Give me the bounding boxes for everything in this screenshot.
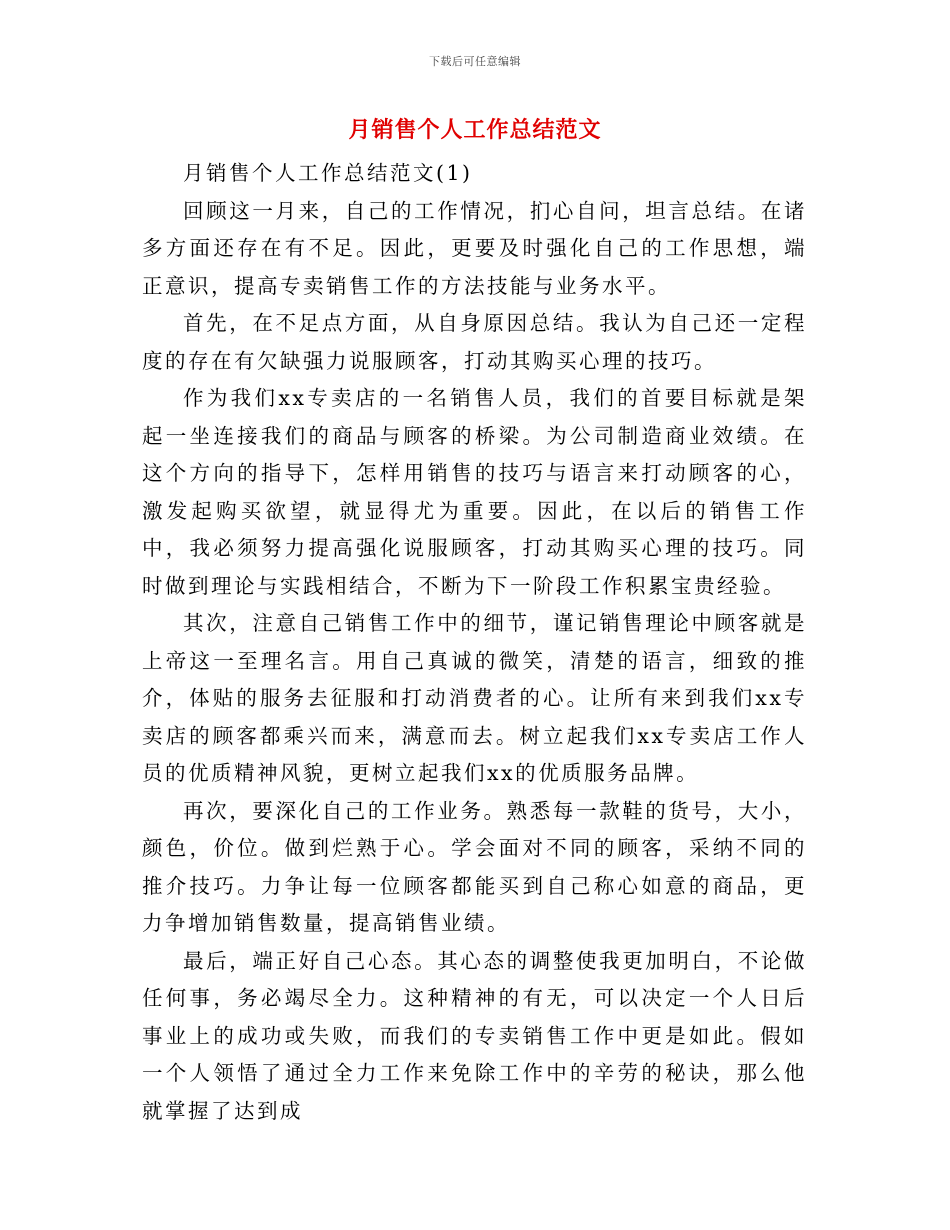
document-title: 月销售个人工作总结范文 (348, 118, 602, 143)
paragraph-last: 最后，端正好自己心态。其心态的调整使我更加明白，不论做任何事，务必竭尽全力。这种精神的有无，可以决定一个人日后事业上的成功或失败，而我们的专卖销售工作中更是如此。假如一个人领悟了通过全力工作来免除工作中的辛劳的秘诀，那么他就掌握了达到成 (142, 948, 807, 1123)
paragraph-second: 其次，注意自己销售工作中的细节，谨记销售理论中顾客就是上帝这一至理名言。用自己真诚的微笑，清楚的语言，细致的推介，体贴的服务去征服和打动消费者的心。让所有来到我们xx专卖店的顾客都乘兴而来，满意而去。树立起我们xx专卖店工作人员的优质精神风貌，更树立起我们xx的优质服务品牌。 (142, 611, 807, 785)
paragraph-third: 再次，要深化自己的工作业务。熟悉每一款鞋的货号，大小，颜色，价位。做到烂熟于心。学会面对不同的顾客，采纳不同的推介技巧。力争让每一位顾客都能买到自己称心如意的商品，更力争增加销售数量，提高销售业绩。 (142, 798, 807, 935)
document-body (142, 155, 807, 1130)
paragraph-first: 首先，在不足点方面，从自身原因总结。我认为自己还一定程度的存在有欠缺强力说服顾客，打动其购买心理的技巧。 (142, 311, 807, 373)
document-subtitle: 月销售个人工作总结范文(1) (183, 161, 473, 185)
header-note: 下载后可任意编辑 (429, 55, 521, 68)
paragraph-role: 作为我们xx专卖店的一名销售人员，我们的首要目标就是架起一坐连接我们的商品与顾客的桥梁。为公司制造商业效绩。在这个方向的指导下，怎样用销售的技巧与语言来打动顾客的心，激发起购买欲望，就显得尤为重要。因此，在以后的销售工作中，我必须努力提高强化说服顾客，打动其购买心理的技巧。同时做到理论与实践相结合，不断为下一阶段工作积累宝贵经验。 (142, 386, 807, 598)
paragraph-review: 回顾这一月来，自己的工作情况，扪心自问，坦言总结。在诸多方面还存在有不足。因此，更要及时强化自己的工作思想，端正意识，提高专卖销售工作的方法技能与业务水平。 (142, 198, 807, 298)
